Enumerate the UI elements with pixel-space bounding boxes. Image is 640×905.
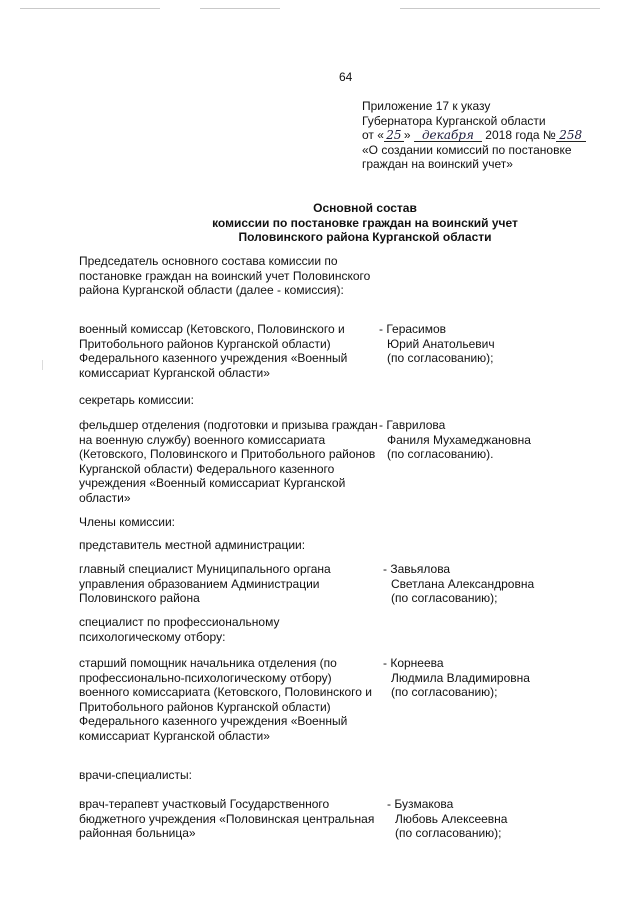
appendix-line5: граждан на воинский учет» xyxy=(362,157,513,172)
scan-artifact-line xyxy=(200,8,280,9)
date-mid: » xyxy=(403,128,411,143)
appendix-line4: «О создании комиссий по постановке xyxy=(362,142,572,157)
title-line3: Половинского района Курганской области xyxy=(238,230,492,245)
appendix-line2: Губернатора Курганской области xyxy=(362,113,546,128)
chairman-role: военный комиссар (Кетовского, Половинского и Притобольного районов Курганской области) Федерального казенного учреждения «Военный комиссариат Курганской области» xyxy=(79,322,348,380)
secretary-person xyxy=(379,418,531,462)
doctor-person xyxy=(387,797,507,841)
year-text: 2018 года № xyxy=(485,128,556,143)
appendix-date-line xyxy=(362,128,612,143)
handwritten-number: 258 xyxy=(556,128,586,143)
scan-artifact-mark xyxy=(42,360,43,370)
date-prefix: от « xyxy=(362,128,384,143)
page-number: 64 xyxy=(339,70,353,84)
scan-artifact-line xyxy=(20,8,160,9)
person-note: (по согласованию); xyxy=(395,826,502,841)
psych-role: старший помощник начальника отделения (по профессионально-психологическому отбору) военного комиссариата (Кетовского, Половинского и Притобольного районов Курганской области) Федерального казенного учреждения «Военный комиссариат Курганской области» xyxy=(79,656,372,743)
person-surname: - Бузмакова xyxy=(387,797,454,811)
person-name: Юрий Анатольевич xyxy=(387,336,495,351)
secretary-role: фельдшер отделения (подготовки и призыва граждан на военную службу) военного комиссариата (Кетовского, Половинского и Притобольного районов Курганской области) Федерального казенного учреждения «Военный комиссариат Курганской области» xyxy=(79,418,378,505)
chairman-person xyxy=(379,322,495,366)
person-note: (по согласованию); xyxy=(387,351,494,366)
person-surname: - Герасимов xyxy=(379,322,447,336)
handwritten-day: 25 xyxy=(384,128,404,143)
local-admin-person xyxy=(383,562,534,606)
person-note: (по согласованию); xyxy=(391,591,498,606)
appendix-header xyxy=(362,99,612,172)
person-name: Людмила Владимировна xyxy=(391,670,530,685)
person-surname: - Завьялова xyxy=(383,562,451,576)
psych-person xyxy=(383,656,530,700)
person-note: (по согласованию). xyxy=(387,447,494,462)
local-admin-role: главный специалист Муниципального органа управления образованием Администрации Половинского района xyxy=(79,562,331,606)
person-name: Светлана Александровна xyxy=(391,576,535,591)
doctor-role: врач-терапевт участковый Государственного бюджетного учреждения «Половинская центральная районная больница» xyxy=(79,797,375,841)
document-title xyxy=(110,201,620,245)
psych-heading: специалист по профессиональному психологическому отбору: xyxy=(79,615,280,644)
person-surname: - Корнеева xyxy=(383,656,444,670)
local-admin-heading: представитель местной администрации: xyxy=(79,538,306,552)
title-line1: Основной состав xyxy=(313,201,417,215)
person-name: Любовь Алексеевна xyxy=(395,811,508,826)
appendix-line1: Приложение 17 к указу xyxy=(362,99,491,113)
secretary-heading: секретарь комиссии: xyxy=(79,393,194,407)
members-heading: Члены комиссии: xyxy=(79,515,176,529)
title-line2: комиссии по постановке граждан на воинский учет xyxy=(212,215,518,230)
person-note: (по согласованию); xyxy=(391,685,498,700)
handwritten-month: декабря xyxy=(414,128,482,143)
person-surname: - Гаврилова xyxy=(379,418,446,432)
chairman-position: Председатель основного состава комиссии по постановке граждан на воинский учет Половинского района Курганской области (далее - комиссия): xyxy=(79,254,371,298)
person-name: Фаниля Мухамеджановна xyxy=(387,432,531,447)
doctors-heading: врачи-специалисты: xyxy=(79,768,192,782)
scan-artifact-line xyxy=(400,8,600,9)
